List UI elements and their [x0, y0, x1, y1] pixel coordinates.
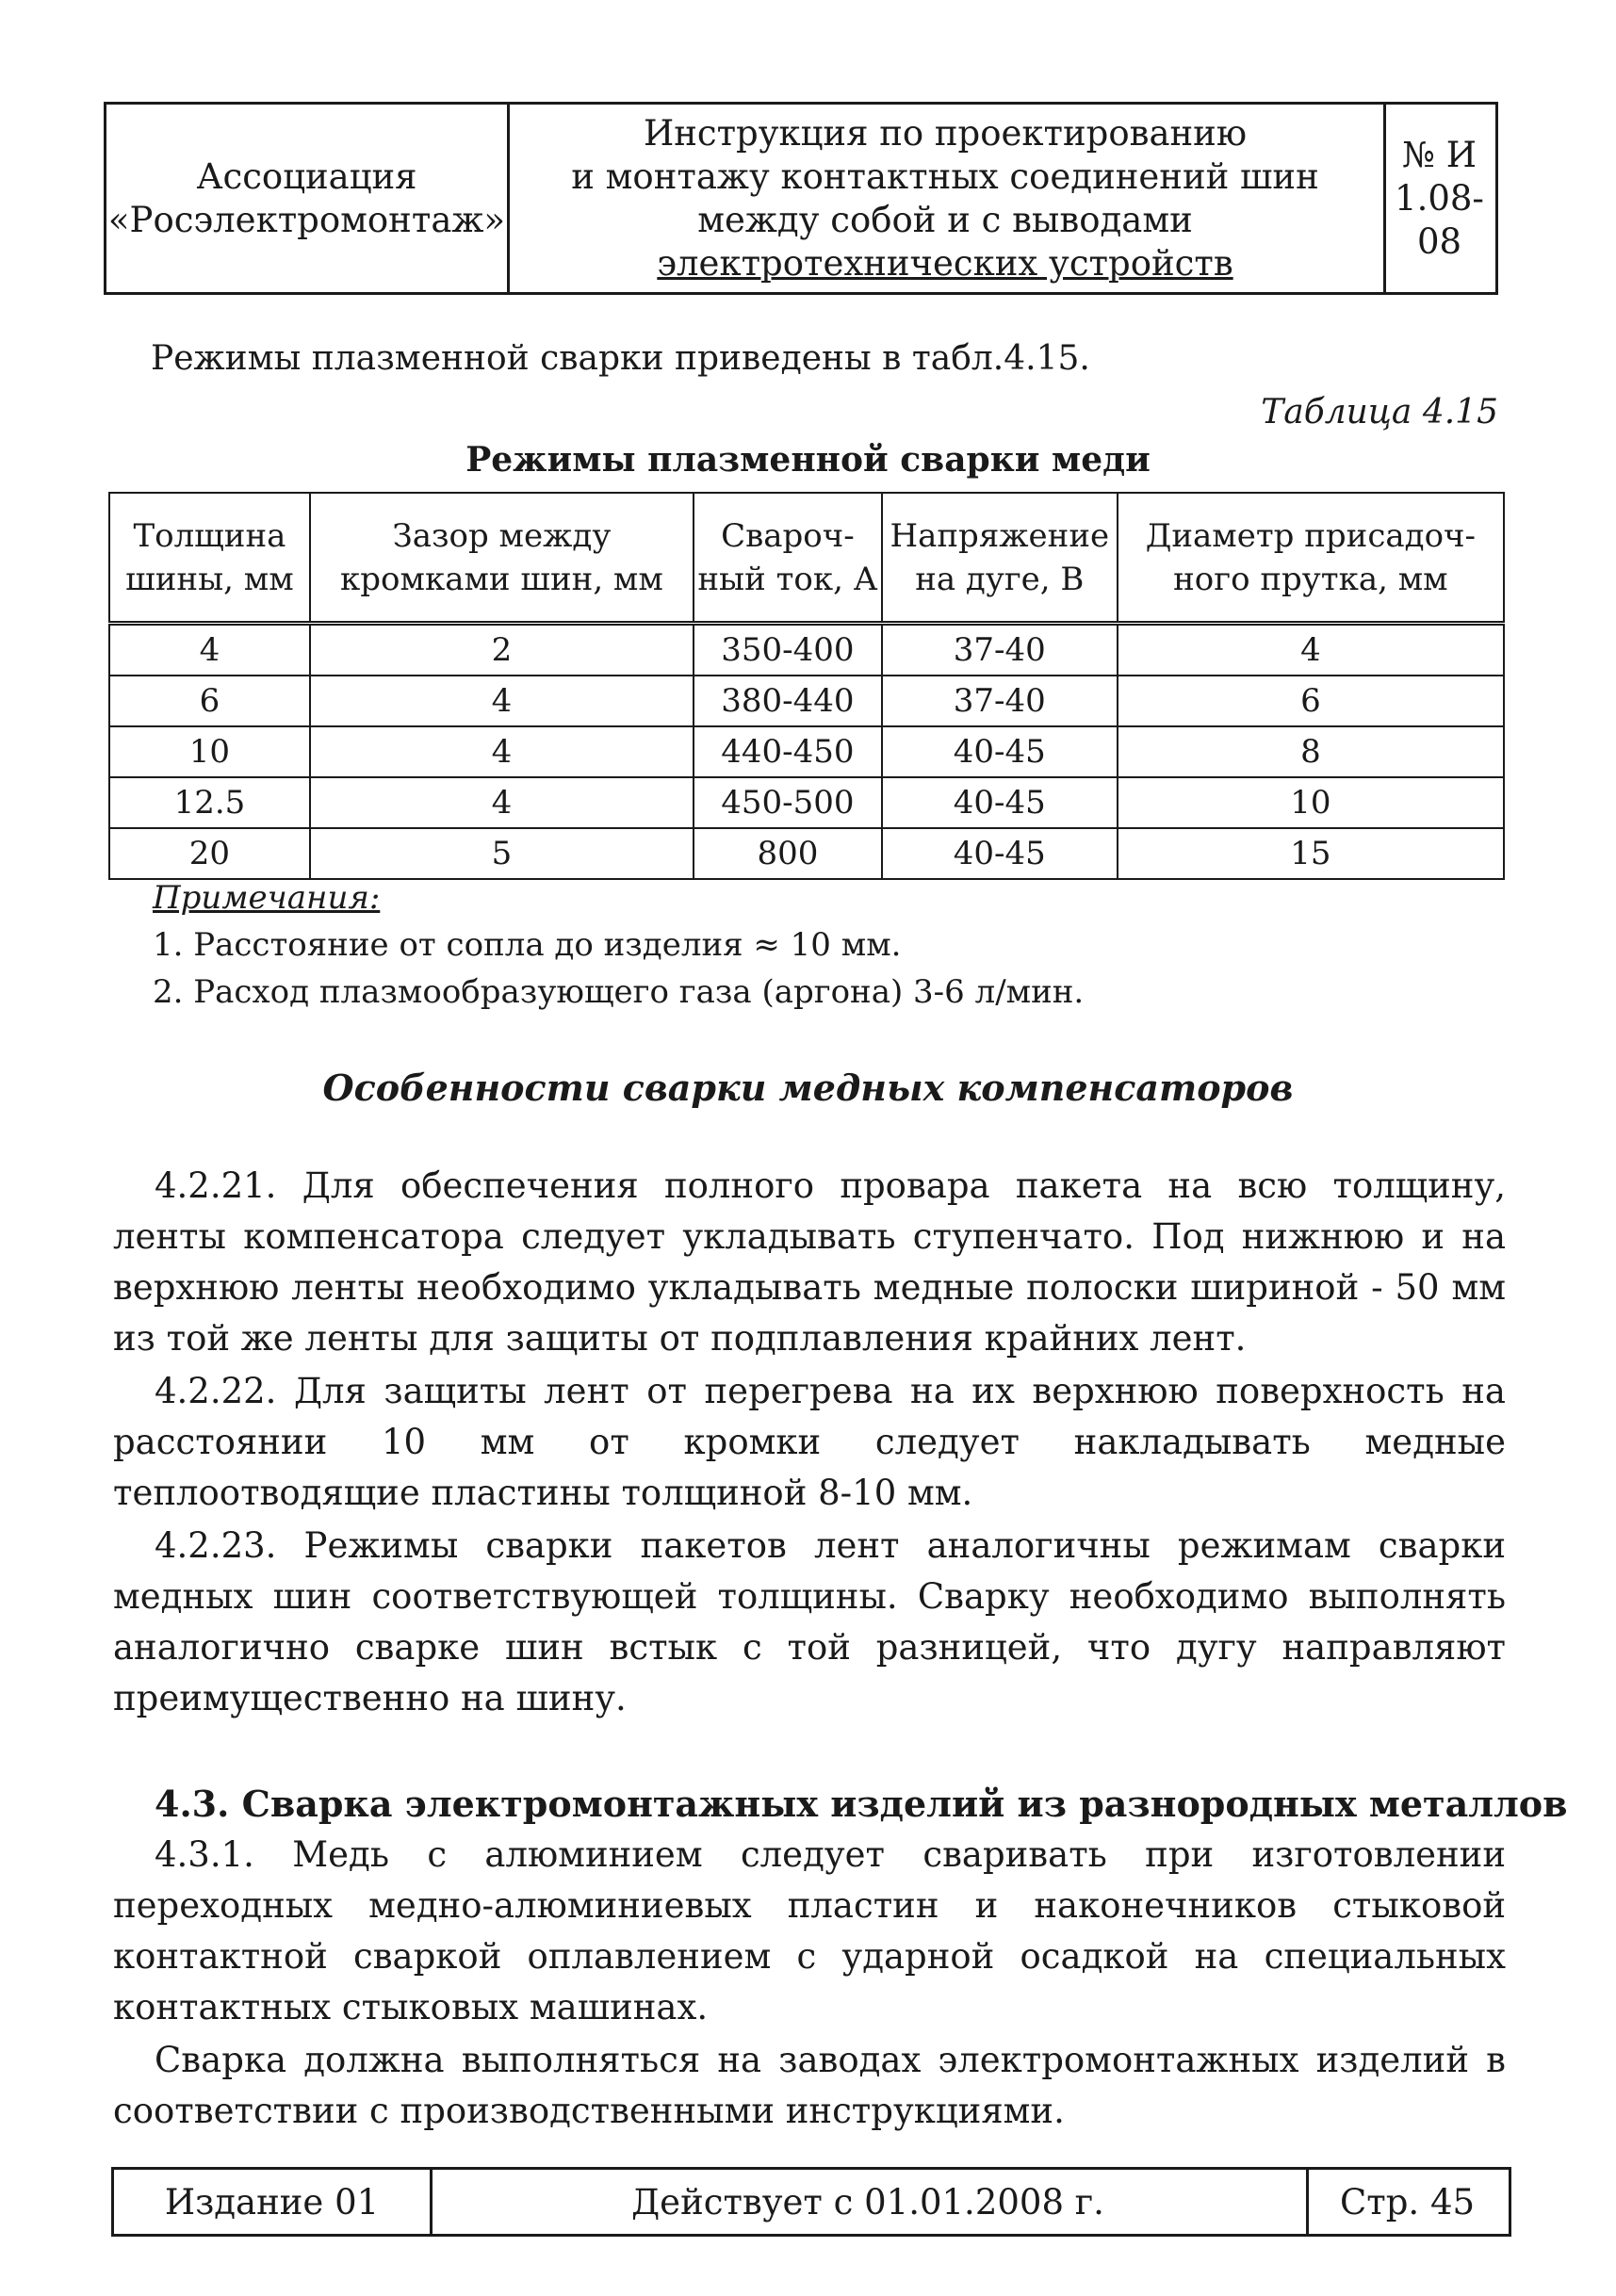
table-row — [109, 828, 1504, 879]
table-title: Режимы плазменной сварки меди — [465, 440, 1151, 480]
organization-line1: Ассоциация — [196, 155, 417, 197]
paragraph-4-2-23: 4.2.23. Режимы сварки пакетов лент аналогичны режимам сварки медных шин соответствующей толщины. Сварку необходимо выполнять аналогично сварке шин встык с той разницей, что дугу направляют преимущественно на шину. — [113, 1525, 1506, 1718]
table-cell: 37-40 — [882, 676, 1118, 726]
title-line: Инструкция по проектированию — [643, 112, 1248, 154]
title-line: между собой и с выводами — [697, 199, 1193, 240]
column-header: Диаметр присадоч- ного прутка, мм — [1118, 493, 1504, 624]
table-cell: 15 — [1118, 828, 1504, 879]
column-header: Толщина шины, мм — [109, 493, 310, 624]
table-cell: 4 — [310, 726, 694, 777]
document-number-cell — [1383, 105, 1495, 292]
note-item: 2. Расход плазмообразующего газа (аргона) 3-6 л/мин. — [153, 973, 1085, 1011]
document-title-cell — [507, 105, 1386, 292]
table-cell: 350-400 — [694, 624, 882, 676]
table-cell: 4 — [109, 624, 310, 676]
table-cell: 380-440 — [694, 676, 882, 726]
page-number-cell — [1306, 2170, 1509, 2234]
table-row — [109, 726, 1504, 777]
table-cell: 20 — [109, 828, 310, 879]
document-footer — [111, 2167, 1511, 2237]
organization-cell — [106, 105, 510, 292]
table-row — [109, 777, 1504, 828]
table-cell: 5 — [310, 828, 694, 879]
section-heading-4-3: 4.3. Сварка электромонтажных изделий из разнородных металлов — [155, 1783, 1568, 1825]
table-cell: 440-450 — [694, 726, 882, 777]
column-header: Напряжение на дуге, В — [882, 493, 1118, 624]
page-number: Стр. 45 — [1339, 2181, 1476, 2223]
table-cell: 12.5 — [109, 777, 310, 828]
note-item: 1. Расстояние от сопла до изделия ≈ 10 мм. — [153, 926, 902, 964]
column-header: Свароч- ный ток, А — [694, 493, 882, 624]
table-cell: 40-45 — [882, 828, 1118, 879]
section-title: Особенности сварки медных компенсаторов — [322, 1067, 1294, 1109]
table-cell: 450-500 — [694, 777, 882, 828]
table-cell: 10 — [1118, 777, 1504, 828]
intro-text: Режимы плазменной сварки приведены в табл.4.15. — [151, 339, 1090, 378]
table-cell: 6 — [109, 676, 310, 726]
table-cell: 2 — [310, 624, 694, 676]
effective-date-cell — [430, 2170, 1309, 2234]
paragraph-4-2-21: 4.2.21. Для обеспечения полного провара пакета на всю толщину, ленты компенсатора следует укладывать ступенчато. Под нижнюю и на верхнюю ленты необходимо укладывать медные полоски шириной - 50 мм из той же ленты для защиты от подплавления крайних лент. — [113, 1165, 1506, 1359]
table-number: Таблица 4.15 — [1261, 393, 1498, 432]
organization-line2: «Росэлектромонтаж» — [107, 199, 506, 240]
table-cell: 4 — [310, 676, 694, 726]
table-cell: 10 — [109, 726, 310, 777]
table-cell: 40-45 — [882, 726, 1118, 777]
effective-date: Действует с 01.01.2008 г. — [631, 2181, 1104, 2223]
title-line: и монтажу контактных соединений шин — [571, 155, 1319, 197]
table-cell: 4 — [1118, 624, 1504, 676]
column-header: Зазор между кромками шин, мм — [310, 493, 694, 624]
document-header — [104, 102, 1498, 295]
notes-heading: Примечания: — [153, 879, 381, 917]
table-cell: 40-45 — [882, 777, 1118, 828]
title-line: электротехнических устройств — [657, 242, 1233, 284]
table-cell: 37-40 — [882, 624, 1118, 676]
paragraph-4-3-1-cont: Сварка должна выполняться на заводах электромонтажных изделий в соответствии с производственными инструкциями. — [113, 2040, 1506, 2131]
table-cell: 4 — [310, 777, 694, 828]
table-row — [109, 676, 1504, 726]
table-cell: 6 — [1118, 676, 1504, 726]
welding-modes-table — [108, 492, 1505, 880]
edition: Издание 01 — [164, 2181, 380, 2223]
table-header-row — [109, 493, 1504, 624]
table-row — [109, 624, 1504, 676]
table-cell: 8 — [1118, 726, 1504, 777]
paragraph-4-3-1: 4.3.1. Медь с алюминием следует сваривать при изготовлении переходных медно-алюминиевых пластин и наконечников стыковой контактной сваркой оплавлением с ударной осадкой на специальных контактных стыковых машинах. — [113, 1834, 1506, 2027]
paragraph-4-2-22: 4.2.22. Для защиты лент от перегрева на их верхнюю поверхность на расстоянии 10 мм от кромки следует накладывать медные теплоотводящие пластины толщиной 8-10 мм. — [113, 1371, 1506, 1513]
document-number: № И 1.08-08 — [1395, 134, 1484, 262]
table-cell: 800 — [694, 828, 882, 879]
edition-cell — [114, 2170, 433, 2234]
